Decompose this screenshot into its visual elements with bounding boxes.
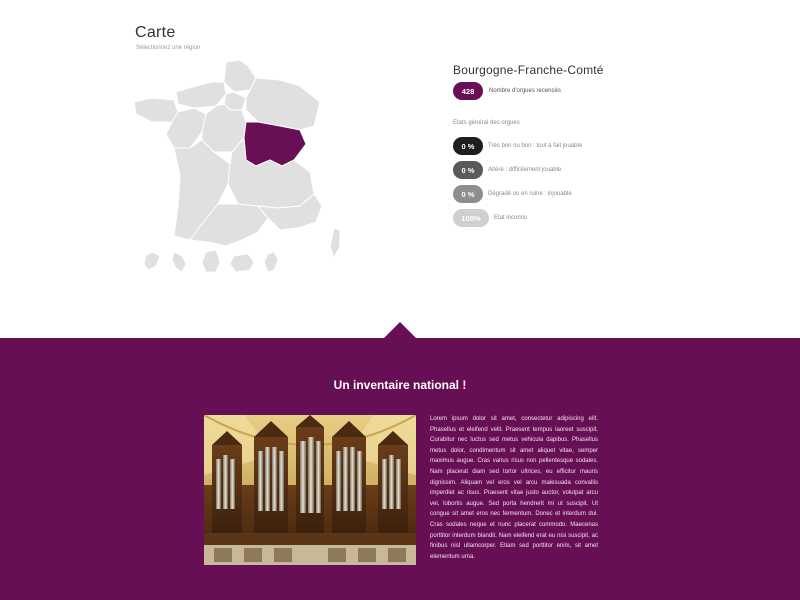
- france-map: [130, 56, 360, 286]
- status-item-altered: [453, 161, 582, 179]
- section-notch: [384, 322, 416, 338]
- status-item-degraded: [453, 185, 582, 203]
- region-guadeloupe[interactable]: [144, 252, 160, 270]
- status-badge: 0 %: [453, 161, 483, 179]
- page-title: Carte: [135, 24, 176, 41]
- france-map-svg: [130, 56, 360, 286]
- status-badge: 0 %: [453, 137, 483, 155]
- status-item-unknown: [453, 209, 582, 227]
- region-corse[interactable]: [330, 228, 340, 258]
- region-guyane[interactable]: [202, 250, 220, 272]
- organ-count-badge: 428: [453, 82, 483, 100]
- organ-count-label: Nombre d'orgues recencés: [489, 88, 561, 94]
- pipe-organ-image: [204, 415, 416, 565]
- status-item-good: [453, 137, 582, 155]
- region-bretagne[interactable]: [134, 98, 178, 122]
- status-list: [453, 137, 582, 233]
- region-martinique[interactable]: [172, 252, 186, 272]
- selected-region-name: Bourgogne-Franche-Comté: [453, 63, 604, 77]
- organ-count-row: [453, 82, 561, 100]
- status-label: Altéré : difficilement jouable: [488, 167, 562, 173]
- status-label: Très bon ou bon : tout à fait jouable: [488, 143, 583, 149]
- status-badge: 0 %: [453, 185, 483, 203]
- status-title: Etats général des orgues: [453, 120, 520, 126]
- status-label: Etat inconnu: [494, 215, 528, 221]
- region-normandie[interactable]: [176, 82, 226, 108]
- region-reunion[interactable]: [230, 254, 254, 272]
- page-subtitle: Sélectionnez une région: [136, 45, 201, 51]
- pipe-organ-photo: [204, 415, 416, 565]
- status-label: Dégradé ou en ruine : injouable: [488, 191, 572, 197]
- status-badge: 100%: [453, 209, 489, 227]
- region-mayotte[interactable]: [264, 252, 278, 272]
- inventory-title: Un inventaire national !: [333, 378, 467, 392]
- inventory-text: Lorem ipsum dolor sit amet, consectetur adipiscing elit. Phasellus et eleifend velit. Praesent tempus laoreet suscipit. Curabitur nec luctus sed metus vehicula dapibus. Phasellus metus dolor, condimentum sit amet aliquet vitae, semper maximus augue. Cras varius risus non pellentesque sodales. Nam placerat diam sed tortor ultrices, eu efficitur mauris dignissim. Aliquam vel eros vel arcu malesuada convallis imperdiet ac risus. Praesent vitae justo auctor, volutpat arcu vel, lobortis augue. Sed porta hendrerit mi ut suscipit. Ut congue sit amet eros nec fermentum. Donec et interdum dui. Cras sodales neque et nunc placerat commodo. Maecenas porttitor interdum blandit. Nam eleifend erat eu nisi suscipit, ac finibus nisl ullamcorper. Etiam sed porttitor enim, sit amet elementum urna.: [430, 416, 598, 560]
